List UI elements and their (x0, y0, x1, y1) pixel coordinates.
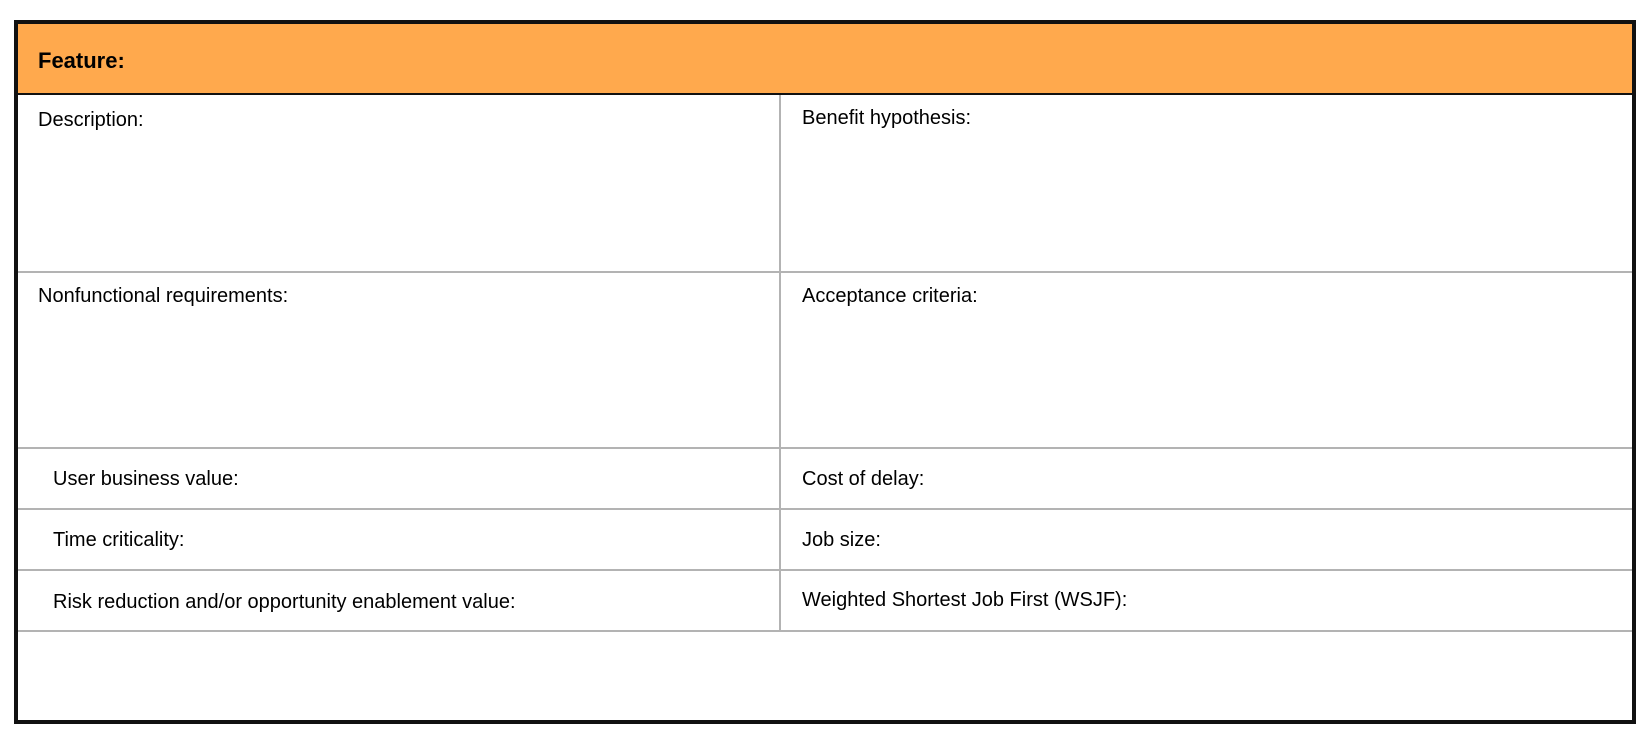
user-business-value-label: User business value: (53, 468, 239, 490)
time-criticality-label: Time criticality: (53, 529, 185, 551)
job-size-label: Job size: (802, 529, 881, 551)
feature-card (14, 20, 1636, 724)
nonfunctional-requirements-label: Nonfunctional requirements: (38, 285, 289, 307)
divider-row-3 (18, 508, 1632, 510)
risk-reduction-label: Risk reduction and/or opportunity enablement value: (53, 591, 516, 613)
divider-column (779, 95, 781, 631)
divider-row-1 (18, 271, 1632, 273)
description-label: Description: (38, 109, 144, 131)
wsjf-label: Weighted Shortest Job First (WSJF): (802, 589, 1128, 611)
cost-of-delay-label: Cost of delay: (802, 468, 925, 490)
acceptance-criteria-label: Acceptance criteria: (802, 285, 978, 307)
benefit-hypothesis-label: Benefit hypothesis: (802, 107, 971, 129)
divider-row-5 (18, 630, 1632, 632)
divider-row-2 (18, 447, 1632, 449)
feature-header (18, 24, 1632, 95)
feature-title: Feature: (38, 48, 125, 73)
divider-row-4 (18, 569, 1632, 571)
